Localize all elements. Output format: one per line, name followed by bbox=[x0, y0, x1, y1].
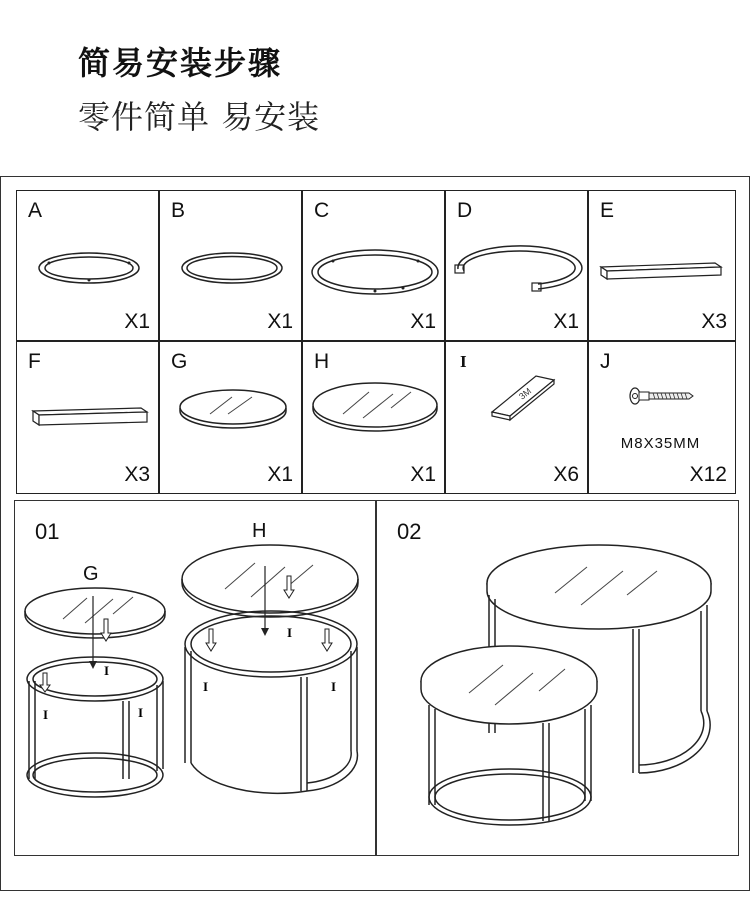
part-quantity: X12 bbox=[689, 463, 727, 486]
part-quantity: X1 bbox=[267, 463, 293, 486]
part-label: D bbox=[457, 199, 473, 222]
part-cell-g bbox=[159, 341, 302, 494]
part-label: G bbox=[171, 350, 188, 373]
part-cell-i bbox=[445, 341, 588, 494]
part-label: J bbox=[600, 350, 611, 373]
part-cell-a bbox=[16, 190, 159, 341]
part-label: E bbox=[600, 199, 615, 222]
page-subtitle: 零件简单 易安装 bbox=[78, 98, 321, 136]
step-01-illustration bbox=[15, 501, 377, 857]
part-label: A bbox=[28, 199, 43, 222]
part-cell-d bbox=[445, 190, 588, 341]
part-quantity: X1 bbox=[124, 310, 150, 333]
pad-label: I bbox=[203, 679, 209, 694]
part-cell-h bbox=[302, 341, 445, 494]
label-g: G bbox=[83, 563, 99, 585]
part-label: F bbox=[28, 350, 41, 373]
part-cell-e bbox=[588, 190, 736, 341]
part-label: C bbox=[314, 199, 330, 222]
part-cell-f bbox=[16, 341, 159, 494]
part-quantity: X1 bbox=[553, 310, 579, 333]
part-quantity: X1 bbox=[267, 310, 293, 333]
part-quantity: X6 bbox=[553, 463, 579, 486]
part-cell-b bbox=[159, 190, 302, 341]
pad-label: I bbox=[287, 625, 293, 640]
pad-label: I bbox=[331, 679, 337, 694]
step-02-illustration bbox=[377, 501, 740, 857]
label-h: H bbox=[252, 520, 267, 542]
part-quantity: X1 bbox=[410, 463, 436, 486]
part-quantity: X1 bbox=[410, 310, 436, 333]
part-cell-c bbox=[302, 190, 445, 341]
step-number: 01 bbox=[35, 519, 60, 544]
part-quantity: X3 bbox=[124, 463, 150, 486]
parts-grid bbox=[16, 190, 736, 494]
pad-label: I bbox=[104, 663, 110, 678]
pad-text: 3M bbox=[517, 385, 534, 402]
pad-label: I bbox=[43, 707, 49, 722]
screw-spec: M8X35MM bbox=[620, 435, 701, 452]
step-01-panel bbox=[14, 500, 376, 856]
part-label: H bbox=[314, 350, 330, 373]
step-02-panel bbox=[376, 500, 739, 856]
step-number: 02 bbox=[397, 519, 422, 544]
part-quantity: X3 bbox=[701, 310, 727, 333]
part-cell-j bbox=[588, 341, 736, 494]
page-title: 简易安装步骤 bbox=[78, 44, 283, 82]
part-label: B bbox=[171, 199, 186, 222]
pad-label: I bbox=[138, 705, 144, 720]
part-label: I bbox=[460, 352, 467, 371]
